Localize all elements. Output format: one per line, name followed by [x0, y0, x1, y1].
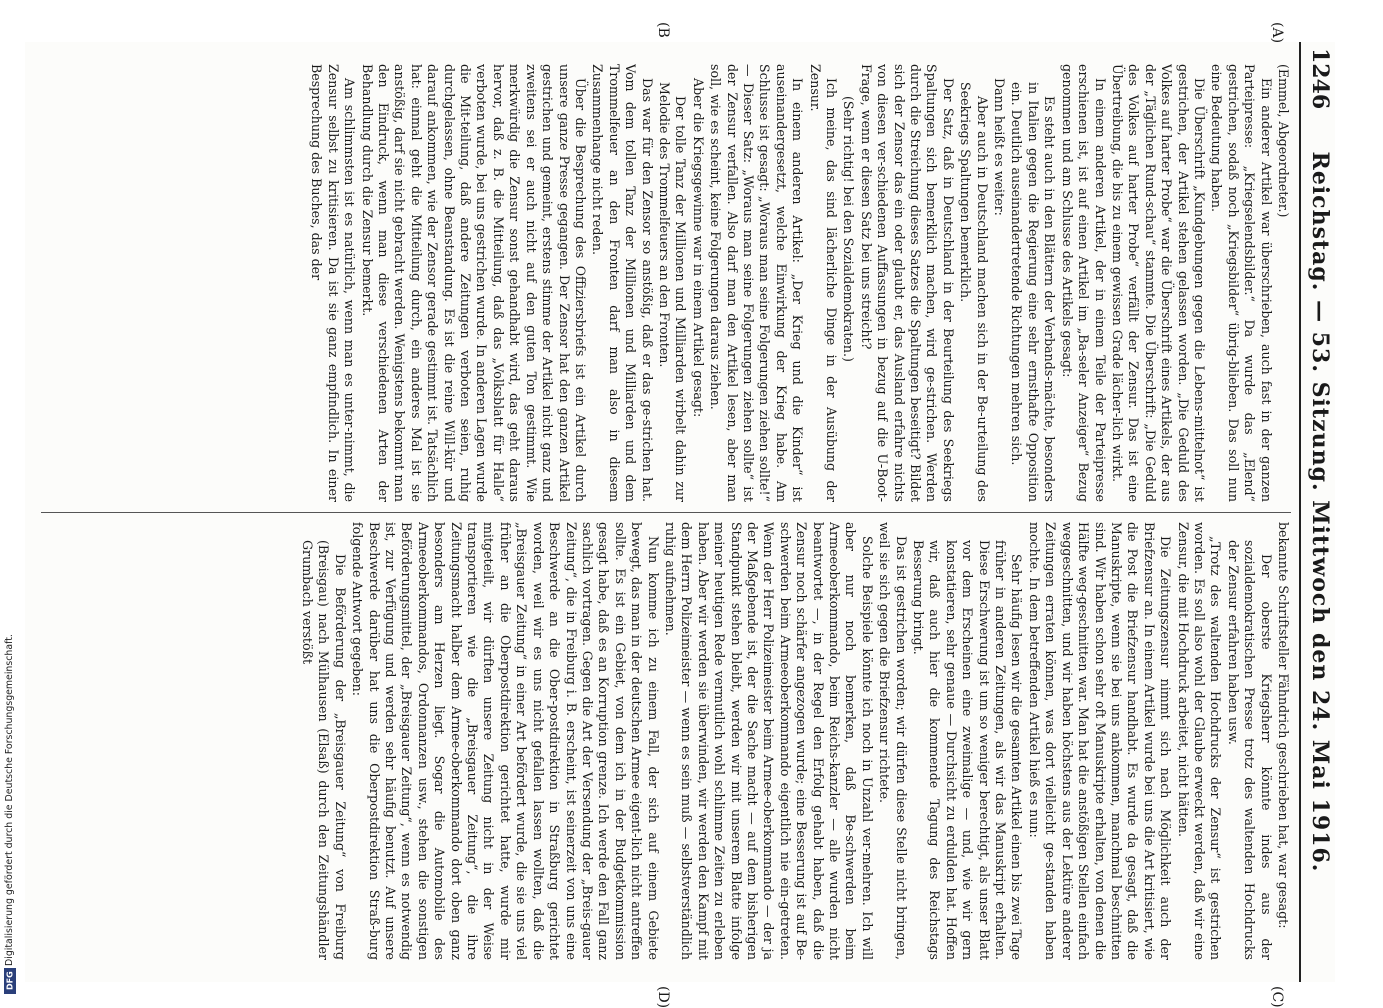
quote-paragraph: Es steht auch in den Blättern der Verbands-mächte, besonders in Italien gegen die Regierung eine sehr ernsthafte Opposition ein. Deutlich auseinandertretende Richtungen mehren sich. [1009, 82, 1058, 502]
page-title: Reichstag. — 53. Sitzung. Mittwoch den 24. Mai 1916. [1307, 151, 1333, 873]
left-column [41, 64, 1291, 502]
paragraph: „Trotz des waltenden Hochdrucks der Zensur“ ist gestrichen worden. Es soll also wohl der Glaube erweckt werden, daß wir eine Zensur, die mit Hochdruck arbeitet, nicht hätten. [1175, 522, 1224, 960]
paragraph: Ein anderer Artikel war überschrieben, auch fast in der ganzen Parteipresse: „Kriegselendsbilder.“ Da wurde das „Elend“ gestrichen, sodaß noch „Kriegsbilder“ übrig-blieben. Das soll nun eine Bedeutung haben. [1209, 64, 1274, 502]
paragraph: Die Überschrift „Kundgebungen gegen die Lebens-mittelnot“ ist gestrichen, der Artikel stehen gelassen worden. „Die Geduld des Volkes auf harter Probe“ war die Überschrift eines Artikels, der aus der „Täglichen Rund-schau“ stammte. Die Überschrift: „Die Geduld des Volkes auf harter Probe“ verfällt der Zensur. Das ist eine Übertreibung, die bis zu einem gewissen Grade lächer-lich wirkt. [1109, 64, 1207, 502]
quote-paragraph: Sehr häufig lesen wir die gesamten Artikel einen bis zwei Tage früher in anderen Zeitungen, als wir das Manuskript erhalten. Diese Erschwerung ist um so weniger berechtigt, als unser Blatt vor dem Erscheinen eine zweimalige — und, wie wir gern konstatieren, sehr genaue — Durchsicht zu erdulden hat. Hoffen wir, daß auch hier die kommende Tagung des Reichstags Besserung bringt. [911, 540, 1025, 960]
paragraph: Am schlimmsten ist es natürlich, wenn man es unter-nimmt, die Zensur selbst zu kritisieren. Da ist sie ganz empfindlich. In einer Besprechung des Buches, das der [309, 64, 358, 502]
page-header [1299, 42, 1335, 982]
paragraph: bekannte Schriftsteller Fähndrich geschrieben hat, war gesagt: [1276, 522, 1291, 929]
quote-paragraph: Die Beförderung der „Breisgauer Zeitung“ von Freiburg (Breisgau) nach Mülhausen (Elsaß) durch den Zeitungshändler Grumbach verstößt [300, 540, 348, 960]
paragraph: Ich meine, das sind lächerliche Dinge in der Ausübung der Zensur. [807, 64, 840, 502]
right-column [41, 522, 1291, 960]
paragraph: Solche Beispiele könnte ich noch in Unzahl ver-mehren. Ich will aber nur noch bemerken, daß Be-schwerden beim Armeeoberkommando, beim Reichs-kanzler — alle wurden nicht beantwortet —, in der Regel den Erfolg gehabt haben, daß die Zensur noch schärfer angezogen wurde; eine Besserung ist auf Be-schwerden beim Armeeoberkommando eigentlich nie ein-getreten. Wenn der Herr Polizeimeister beim Armee-oberkommando — der ja der Maßgebende ist, der die Sache macht — auf dem bisherigen Standpunkt stehen bleibt, werden wir mit unserem Blatte infolge meiner heutigen Rede vermutlich wohl schlimme Zeiten zu erleben haben. Aber wir werden sie überwinden, wir werden den Kampf mit dem Herrn Polizeimeister — wenn es sein muß — selbstverständlich ruhig aufnehmen. [662, 522, 875, 960]
paragraph: In einem anderen Artikel: „Der Krieg und die Kinder“ ist auseinandergesetzt, welche Einwirkung der Krieg habe. Am Schlusse ist gesagt: „Woraus man seine Folgerungen ziehen sollte!“ — Dieser Satz: „Woraus man seine Folgerungen ziehen sollte“ ist der Zensur verfallen. Also darf man den Artikel lesen, aber man soll, wie es scheint, keine Folgerungen daraus ziehen. [708, 64, 806, 502]
paragraph: Über die Besprechung des Offiziersbriefs ist ein Artikel durch unsere ganze Presse gegangen. Der Zensor hat den ganzen Artikel gestrichen und gemeint, erstens stimme der Artikel nicht ganz und zweitens sei er auch nicht auf den guten Ton gestimmt. Wie merkwürdig die Zensur sonst gehandhabt wird, das geht daraus hervor, daß z. B. die Mitteilung, daß das „Volksblatt für Halle“ verboten wurde, bei uns gestrichen wurde. In anderen Lagen wurde die Mit-teilung, daß andere Zeitungen verboten seien, ruhig durchgelassen, ohne Beanstandung. Es ist die reine Will-kür und darauf ankommen, wie der Zensor gerade gestimmt ist. Tatsächlich hat: einmal geht die Mitteilung durch, ein anderes Mal ist sie anstößig, darf sie nicht gebracht werden. Wenigstens bekommt man den Eindruck, wenn man diese verschiedenen Arten der Behandlung durch die Zensur bemerkt. [359, 64, 588, 502]
margin-marker-c: (C) [1269, 986, 1285, 1008]
speaker-label: (Emmel, Abgeordneter.) [1276, 64, 1291, 218]
margin-marker-d: (D) [655, 986, 671, 1008]
digitization-credit: Digitalisierung gefördert durch die Deutsche Forschungsgemeinschaft. [4, 634, 15, 966]
column-divider [41, 512, 1291, 513]
paragraph: Nun komme ich zu einem Fall, der sich auf einem Gebiete bewegt, das man in der deutschen Armee eigent-lich nicht antreffen sollte. Es ist ein Gebiet, von dem ich in der Budgetkommission gesagt habe, daß es an Korruption grenze. Ich werde den Fall ganz sachlich vortragen. Gegen die Art der Versendung der „Breis-gauer Zeitung“, die in Freiburg i. B. erscheint, ist seinerzeit von uns eine Beschwerde an die Ober-postdirektion in Straßburg gerichtet worden, weil wir es uns nicht gefallen lassen wollten, daß die „Breisgauer Zeitung“ in einer Art befördert wurde, die sie uns viel früher an die Oberpostdirektion gerichtet hatte, wurde mir mitgeteilt, wir dürften unsere Zeitung nicht in der Weise transportieren wie die „Breisgauer Zeitung“, die ihre Zeitungsmacht halber dem Armee-oberkommando dort oben ganz besonders am Herzen liegt. Sogar die Automobile des Armeeoberkommandos, Ordonnanzen usw., stehen die sonstigen Beförderungsmittel, der „Breisgauer Zeitung“, wenn es notwendig ist, zur Verfügung und werden sehr häufig benutzt. Auf unsere Beschwerde darüber hat uns die Oberpostdirektion Straß-burg folgende Antwort gegeben: [350, 522, 661, 960]
page-number: 1246 [1307, 48, 1333, 110]
dfg-logo: DFG [4, 968, 16, 994]
interjection: (Sehr richtig! bei den Sozialdemokraten.) [841, 96, 857, 362]
paragraph: Der Satz, daß in Deutschland in der Beurteilung des Seekriegs Spaltungen sich bemerklich machen, wird ge-strichen. Werden durch die Streichung dieses Satzes die Spaltungen beseitigt? Bildet sich der Zensor das ein oder glaubt er, das Ausland erfahre nichts von diesen ver-schiedenen Auffassungen in bezug auf die U-Boot-Frage, wenn er diesen Satz bei uns streicht? [858, 64, 956, 502]
paragraph: Die Zeitungszensur nimmt sich nach Möglichkeit auch der Briefzensur an. In einem Artikel wurde bei uns die Art kritisiert, wie die Post die Briefzensur handhabt. Es wurde da gesagt, daß die Manuskripte, wenn sie bei uns ankommen, manchmal beschnitten sind. Wir haben schon sehr oft Manuskripte erhalten, von denen die Hälfte weg-geschnitten war. Man hat die anstößigen Stellen einfach weggeschnitten, und wir haben höchstens aus der Lektüre anderer Zeitungen erraten können, was dort vielleicht ge-standen haben mochte. In dem betreffenden Artikel hieß es nun: [1026, 522, 1174, 960]
paragraph: Das ist gestrichen worden; wir dürfen diese Stelle nicht bringen, weil sie sich gegen die Briefzensur richtete. [877, 522, 909, 960]
margin-marker-b: (B [655, 22, 671, 38]
quote-paragraph: Der tolle Tanz der Millionen und Milliarden wirbelt dahin zur Melodie des Trommelfeuers an den Fronten. [656, 82, 689, 502]
paragraph: Dann heißt es weiter: [992, 78, 1008, 216]
quote-paragraph: Der oberste Kriegsherr könnte indes aus der sozialdemokratischen Presse trotz des waltenden Hochdrucks der Zensur erfahren haben usw. [1225, 540, 1274, 960]
margin-marker-a: (A) [1269, 22, 1285, 44]
paragraph: Das war für den Zensor so anstößig, daß er das ge-strichen hat. Vom dem tollen Tanz der Millionen und Milliarden und dem Trommelfeuer an den Fronten darf man also in diesem Zusammenhange nicht reden. [590, 64, 655, 502]
paragraph: In einem anderen Artikel, der in einem Teile der Parteipresse erschienen ist, ist auf einen Artikel im „Ba-seler Anzeiger“ Bezug genommen und am Schlusse des Artikels gesagt: [1059, 64, 1108, 502]
paragraph: Aber die Kriegsgewinne war in einem Artikel gesagt: [690, 78, 706, 418]
rotated-page [25, 22, 1335, 1008]
quote-paragraph: Aber auch in Deutschland machen sich in der Be-urteilung des Seekriegs Spaltungen bemerklich. [958, 82, 990, 502]
